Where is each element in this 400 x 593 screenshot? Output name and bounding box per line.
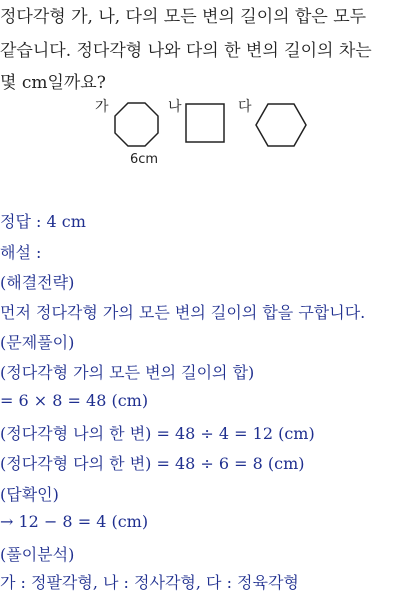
side-length-label: 6cm	[130, 152, 159, 167]
label-na: 나	[168, 99, 182, 115]
polygon-figure	[0, 0, 400, 180]
strategy-text: 먼저 정다각형 가의 모든 변의 길이의 합을 구합니다.	[0, 303, 366, 322]
question-line-3: 몇 cm일까요?	[0, 73, 106, 93]
label-ga: 가	[95, 99, 109, 115]
explanation-label: 해설 :	[0, 243, 42, 262]
solve-heading: (문제풀이)	[0, 333, 75, 352]
octagon-shape	[115, 103, 158, 146]
hexagon-shape	[256, 104, 306, 146]
answer-line: 정답 : 4 cm	[0, 212, 86, 231]
question-line-1: 정다각형 가, 나, 다의 모든 변의 길이의 합은 모두	[0, 7, 367, 27]
check-line: → 12 − 8 = 4 (cm)	[0, 512, 149, 531]
analysis-line: 가 : 정팔각형, 나 : 정사각형, 다 : 정육각형	[0, 573, 299, 592]
square-shape	[186, 104, 224, 142]
check-heading: (답확인)	[0, 485, 59, 504]
question-line-2: 같습니다. 정다각형 나와 다의 한 변의 길이의 차는	[0, 41, 372, 61]
strategy-heading: (해결전략)	[0, 273, 75, 292]
solve-line-1: (정다각형 가의 모든 변의 길이의 합)	[0, 363, 255, 382]
label-da: 다	[238, 99, 252, 115]
solve-line-3: (정다각형 나의 한 변) = 48 ÷ 4 = 12 (cm)	[0, 424, 315, 443]
analysis-heading: (풀이분석)	[0, 545, 75, 564]
solve-line-4: (정다각형 다의 한 변) = 48 ÷ 6 = 8 (cm)	[0, 454, 305, 473]
solve-line-2: = 6 × 8 = 48 (cm)	[0, 391, 149, 410]
